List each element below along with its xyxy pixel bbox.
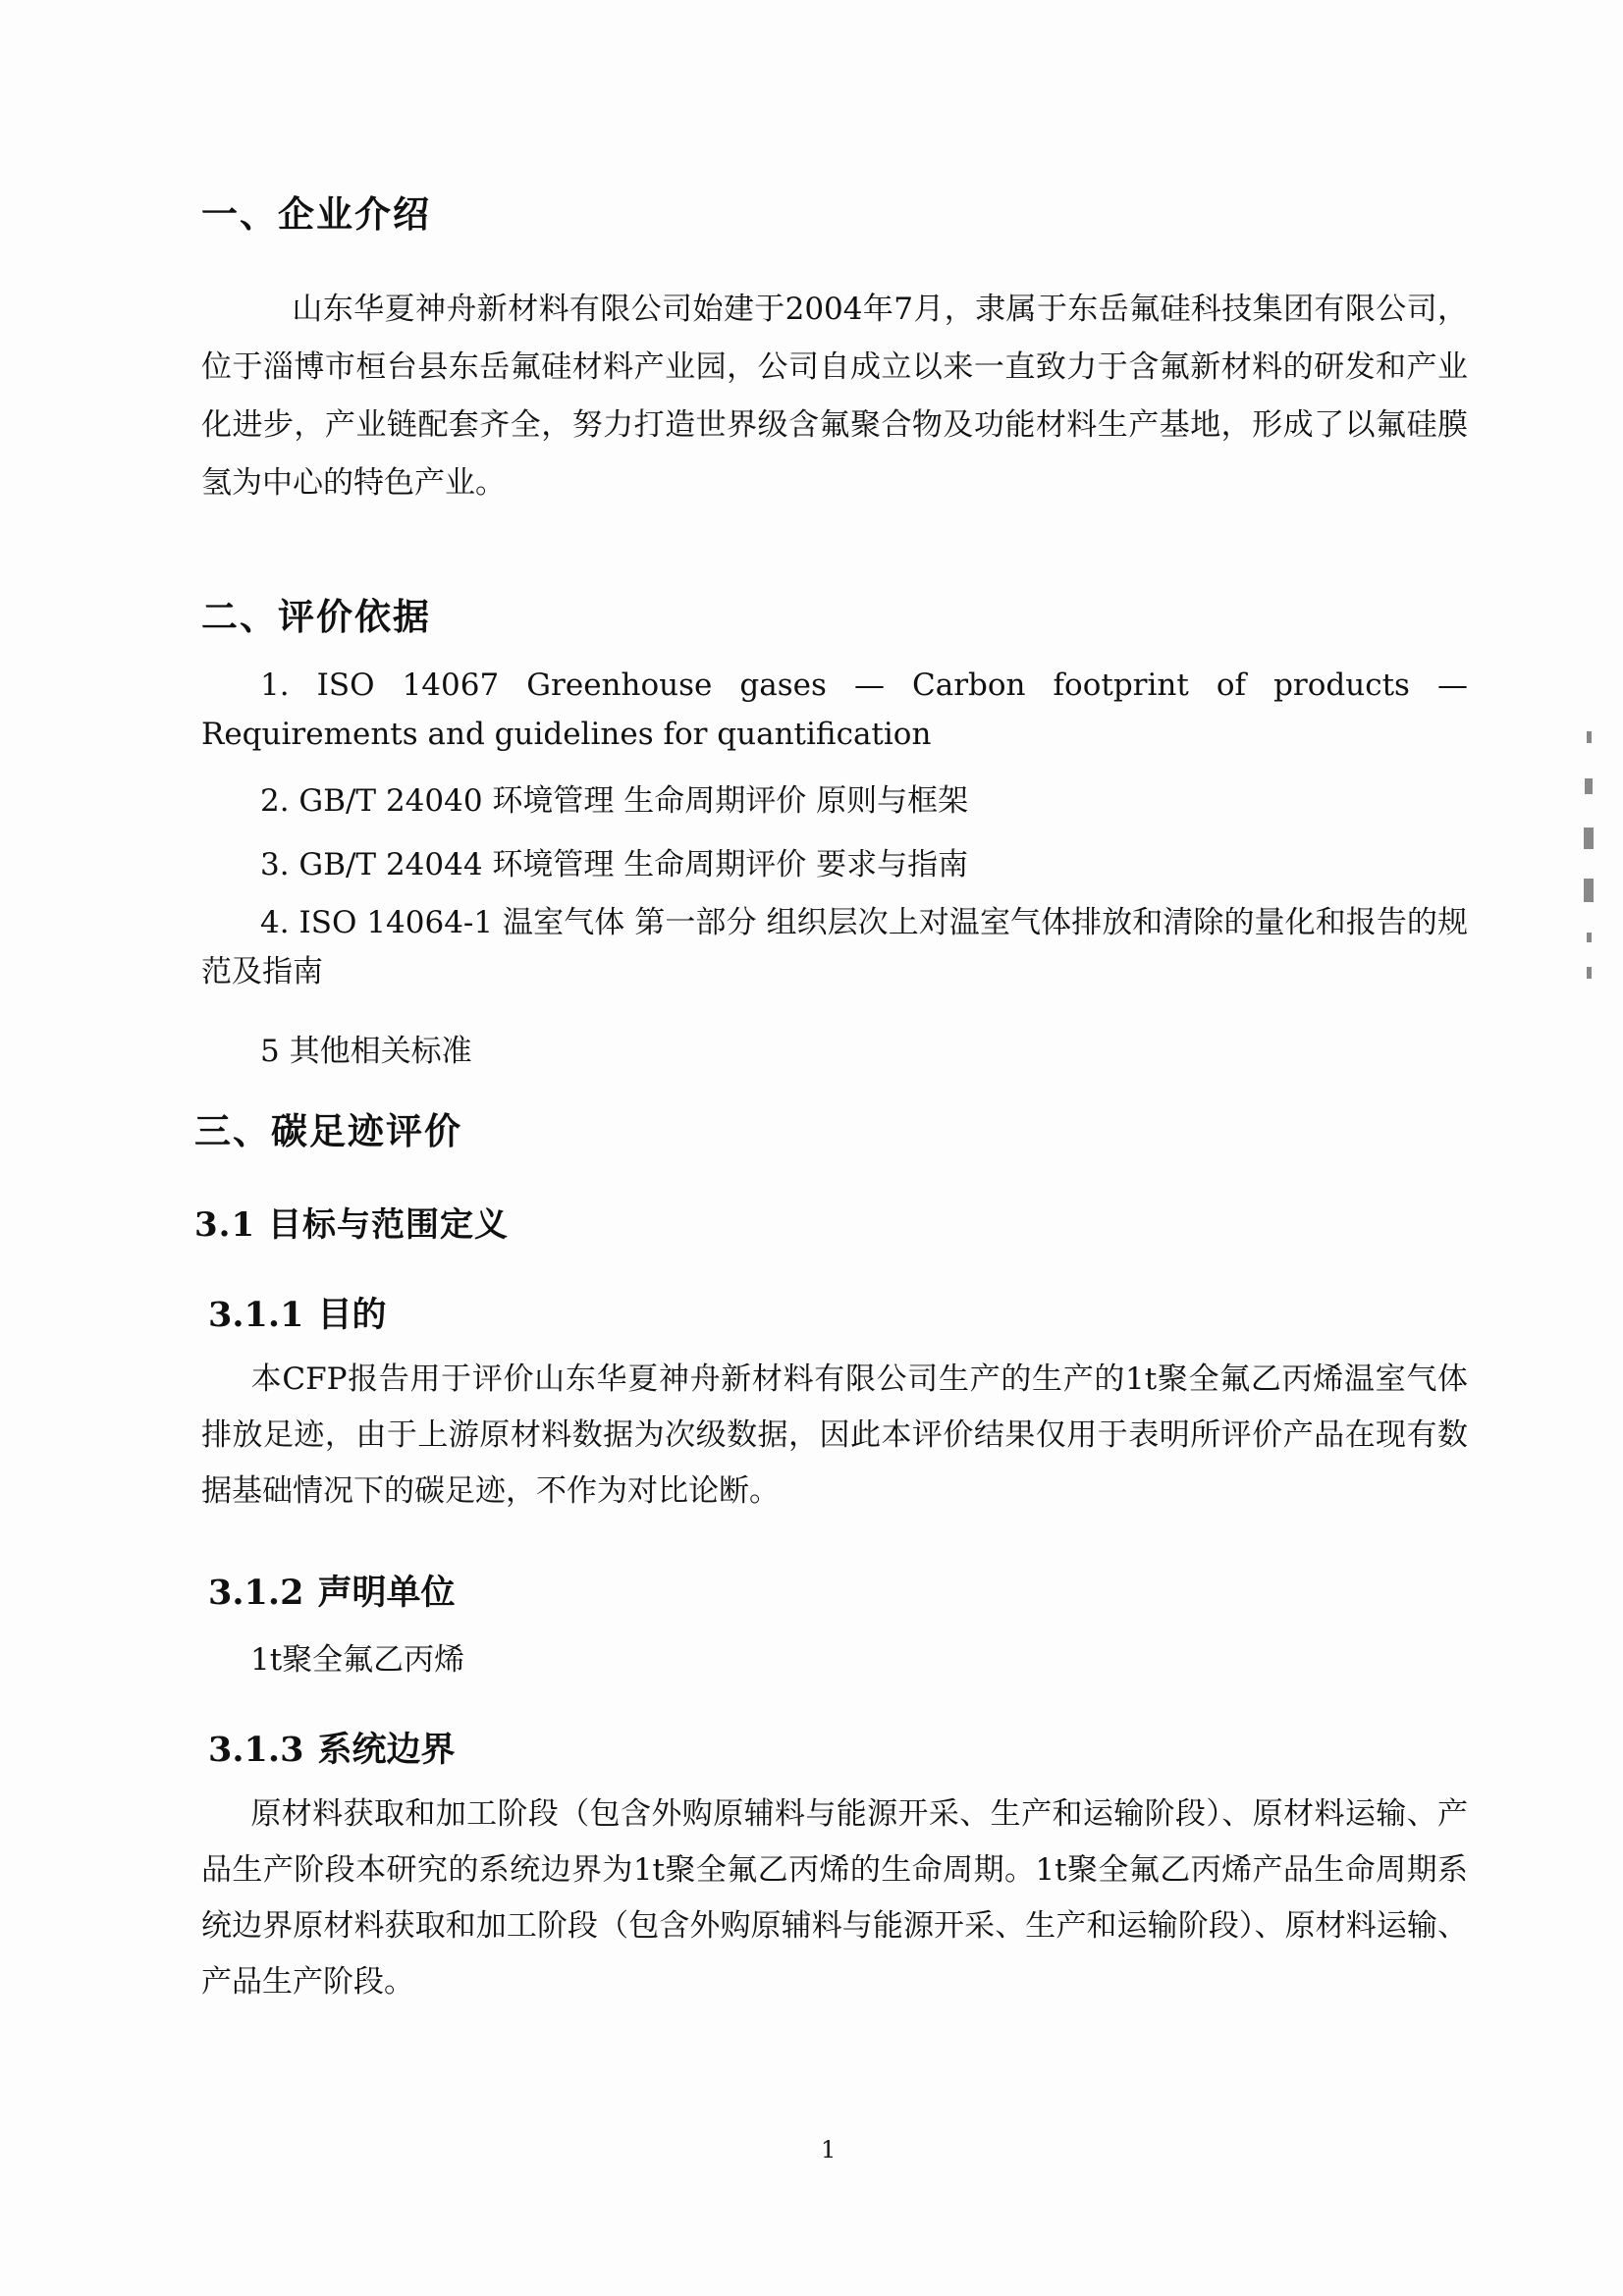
heading-number: 3.1.3 <box>208 1730 304 1770</box>
seal-mark <box>1584 879 1594 902</box>
heading-title: 系统边界 <box>317 1730 456 1770</box>
heading-title: 声明单位 <box>317 1573 456 1613</box>
purpose-paragraph <box>201 1352 1468 1520</box>
seal-mark <box>1587 933 1592 942</box>
system-boundary-paragraph <box>201 1787 1468 2010</box>
heading-title: 目的 <box>317 1295 387 1335</box>
section-1-heading: 一、企业介绍 <box>201 193 431 236</box>
page-number: 1 <box>821 2136 837 2163</box>
company-intro-paragraph <box>201 281 1468 512</box>
seal-mark <box>1584 828 1594 849</box>
seal-edge-marks <box>1579 731 1598 987</box>
heading-number: 3.1.1 <box>208 1295 304 1335</box>
heading-number: 3.1.2 <box>208 1573 304 1613</box>
purpose-text: 本CFP报告用于评价山东华夏神舟新材料有限公司生产的生产的1t聚全氟乙丙烯温室气体排放足迹，由于上游原材料数据为次级数据，因此本评价结果仅用于表明所评价产品在现有数据基础情况下的碳足迹，不作为对比论断。 <box>201 1362 1468 1509</box>
seal-mark <box>1587 731 1592 743</box>
section-3-heading: 三、碳足迹评价 <box>194 1110 462 1152</box>
reference-item-1-text: 1. ISO 14067 Greenhouse gases — Carbon footprint of products — Requirements and guidelines for quantification <box>201 667 1468 752</box>
seal-mark <box>1585 778 1593 794</box>
section-2-heading: 二、评价依据 <box>201 596 431 638</box>
subsection-3-1-1-heading <box>208 1288 386 1337</box>
subsection-3-1-2-heading <box>208 1566 455 1615</box>
reference-item-4-text: 4. ISO 14064-1 温室气体 第一部分 组织层次上对温室气体排放和清除的量化和报告的规范及指南 <box>201 905 1468 989</box>
subsection-3-1-3-heading <box>208 1723 455 1772</box>
subsection-3-1-heading: 3.1 目标与范围定义 <box>194 1205 509 1245</box>
reference-item-3: 3. GB/T 24044 环境管理 生命周期评价 要求与指南 <box>260 847 969 882</box>
reference-item-2: 2. GB/T 24040 环境管理 生命周期评价 原则与框架 <box>260 783 969 819</box>
declared-unit-text: 1t聚全氟乙丙烯 <box>250 1642 465 1678</box>
system-boundary-text: 原材料获取和加工阶段（包含外购原辅料与能源开采、生产和运输阶段）、原材料运输、产品生产阶段本研究的系统边界为1t聚全氟乙丙烯的生命周期。1t聚全氟乙丙烯产品生命周期系统边界原材料获取和加工阶段（包含外购原辅料与能源开采、生产和运输阶段）、原材料运输、产品生产阶段。 <box>201 1796 1468 2000</box>
reference-item-4 <box>201 898 1468 996</box>
reference-item-1 <box>201 661 1468 759</box>
seal-mark <box>1587 967 1592 979</box>
reference-item-5: 5 其他相关标准 <box>260 1034 472 1069</box>
company-intro-text: 山东华夏神舟新材料有限公司始建于2004年7月，隶属于东岳氟硅科技集团有限公司，位于淄博市桓台县东岳氟硅材料产业园，公司自成立以来一直致力于含氟新材料的研发和产业化进步，产业链配套齐全，努力打造世界级含氟聚合物及功能材料生产基地，形成了以氟硅膜氢为中心的特色产业。 <box>201 292 1468 501</box>
